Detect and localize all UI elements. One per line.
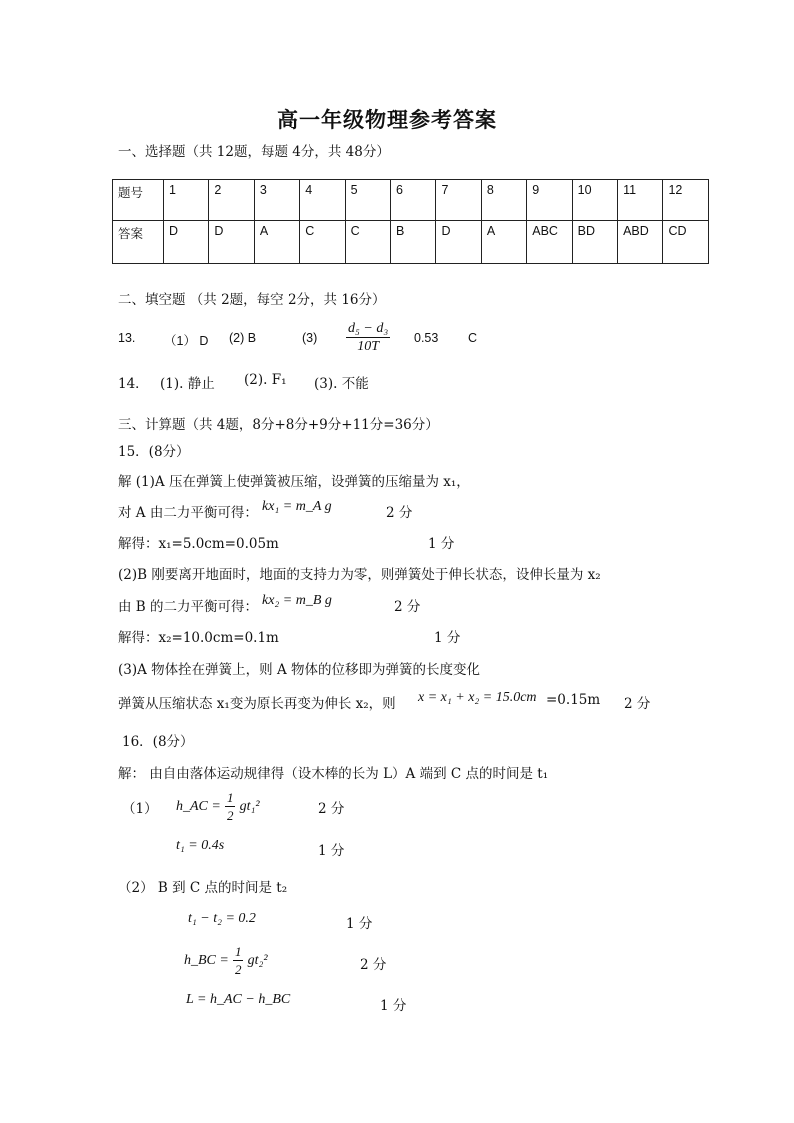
q16-points3: 1 分 (346, 916, 373, 932)
table-cell: ABD (618, 221, 663, 264)
q16-heading: 16．(8分） (122, 734, 194, 750)
table-cell: 2 (209, 180, 254, 221)
table-cell: C (345, 221, 390, 264)
q15-line5: 由 B 的二力平衡可得： (118, 599, 259, 615)
table-cell: C (300, 221, 345, 264)
q15-points2: 1 分 (428, 536, 455, 552)
section1-heading: 一、选择题（共 12题，每题 4分，共 48分） (118, 144, 390, 160)
fraction-denominator: 10T (357, 339, 379, 354)
q13-fraction (346, 320, 390, 355)
q15-line7: (3)A 物体拴在弹簧上，则 A 物体的位移即为弹簧的长度变化 (118, 662, 480, 678)
q14-part3: (3). 不能 (314, 376, 369, 392)
q16-intro: 解： 由自由落体运动规律得（设木棒的长为 L）A 端到 C 点的时间是 t₁ (118, 766, 549, 782)
q15-equation3: x = x₁ + x₂ = 15.0cm (418, 690, 537, 705)
table-cell: B (391, 221, 436, 264)
table-row-numbers (113, 180, 709, 221)
q15-line4: (2)B 刚要离开地面时，地面的支持力为零，则弹簧处于伸长状态，设伸长量为 x₂ (118, 567, 601, 583)
q16-points2: 1 分 (318, 843, 345, 859)
q15-points1: 2 分 (386, 505, 413, 521)
q13-part2: (2) B (229, 331, 257, 345)
q15-points3: 2 分 (394, 599, 421, 615)
q16-points5: 1 分 (380, 998, 407, 1014)
q16-points4: 2 分 (360, 957, 387, 973)
table-cell: 9 (527, 180, 572, 221)
q13-part1: （1） D (164, 334, 209, 348)
table-cell: D (209, 221, 254, 264)
q15-equation2: kx₂ = m_B g (262, 593, 332, 608)
q15-points4: 1 分 (434, 630, 461, 646)
q15-line1: 解 (1)A 压在弹簧上使弹簧被压缩，设弹簧的压缩量为 x₁， (118, 474, 470, 490)
table-cell: A (481, 221, 526, 264)
q13-part3: (3) (302, 331, 318, 345)
q14-part1: (1). 静止 (160, 376, 215, 392)
row-label-answer: 答案 (113, 221, 164, 264)
q13-value: 0.53 (414, 331, 439, 345)
table-cell: 12 (663, 180, 709, 221)
q13-number: 13. (118, 331, 136, 345)
table-cell: 10 (572, 180, 617, 221)
fraction-numerator: d₅ − d₃ (348, 321, 389, 336)
q16-part2-label: （2） B 到 C 点的时间是 t₂ (118, 880, 288, 896)
table-cell: 11 (618, 180, 663, 221)
q16-points1: 2 分 (318, 801, 345, 817)
q15-line6: 解得：x₂=10.0cm=0.1m (118, 630, 279, 646)
section3-heading: 三、计算题（共 4题，8分+8分+9分+11分=36分） (118, 417, 439, 433)
section2-heading: 二、填空题 （共 2题，每空 2分，共 16分） (118, 292, 386, 308)
table-cell: A (254, 221, 299, 264)
table-cell: 7 (436, 180, 481, 221)
q16-equation4: h_BC = $\frac{1}{2}$ gt₂² (184, 944, 268, 977)
q16-part1-label: （1） (122, 801, 158, 817)
q15-equation1: kx₁ = m_A g (262, 499, 332, 514)
table-cell: D (164, 221, 209, 264)
table-cell: 8 (481, 180, 526, 221)
q15-line3: 解得：x₁=5.0cm=0.05m (118, 536, 279, 552)
page-title: 高一年级物理参考答案 (277, 107, 497, 132)
q16-equation1: h_AC = $\frac{1}{2}$ gt₁² (176, 790, 260, 823)
row-label-number: 题号 (113, 180, 164, 221)
table-cell: BD (572, 221, 617, 264)
table-cell: 1 (164, 180, 209, 221)
q14-part2: (2). F₁ (244, 372, 287, 388)
q15-heading: 15．(8分） (118, 444, 190, 460)
q15-line2: 对 A 由二力平衡可得： (118, 505, 258, 521)
q14-number: 14． (118, 376, 149, 392)
table-cell: ABC (527, 221, 572, 264)
table-cell: 5 (345, 180, 390, 221)
q15-result: =0.15m (546, 692, 601, 708)
table-cell: D (436, 221, 481, 264)
q13-answer: C (468, 331, 478, 345)
q15-line8: 弹簧从压缩状态 x₁变为原长再变为伸长 x₂，则 (118, 696, 396, 712)
q16-equation3: t₁ − t₂ = 0.2 (188, 911, 256, 926)
answer-table (112, 179, 709, 264)
table-cell: 3 (254, 180, 299, 221)
table-cell: 6 (391, 180, 436, 221)
table-cell: CD (663, 221, 709, 264)
table-cell: 4 (300, 180, 345, 221)
table-row-answers (113, 221, 709, 264)
q16-equation2: t₁ = 0.4s (176, 838, 225, 853)
q16-equation5: L = h_AC − h_BC (186, 992, 291, 1007)
q15-points5: 2 分 (624, 696, 651, 712)
